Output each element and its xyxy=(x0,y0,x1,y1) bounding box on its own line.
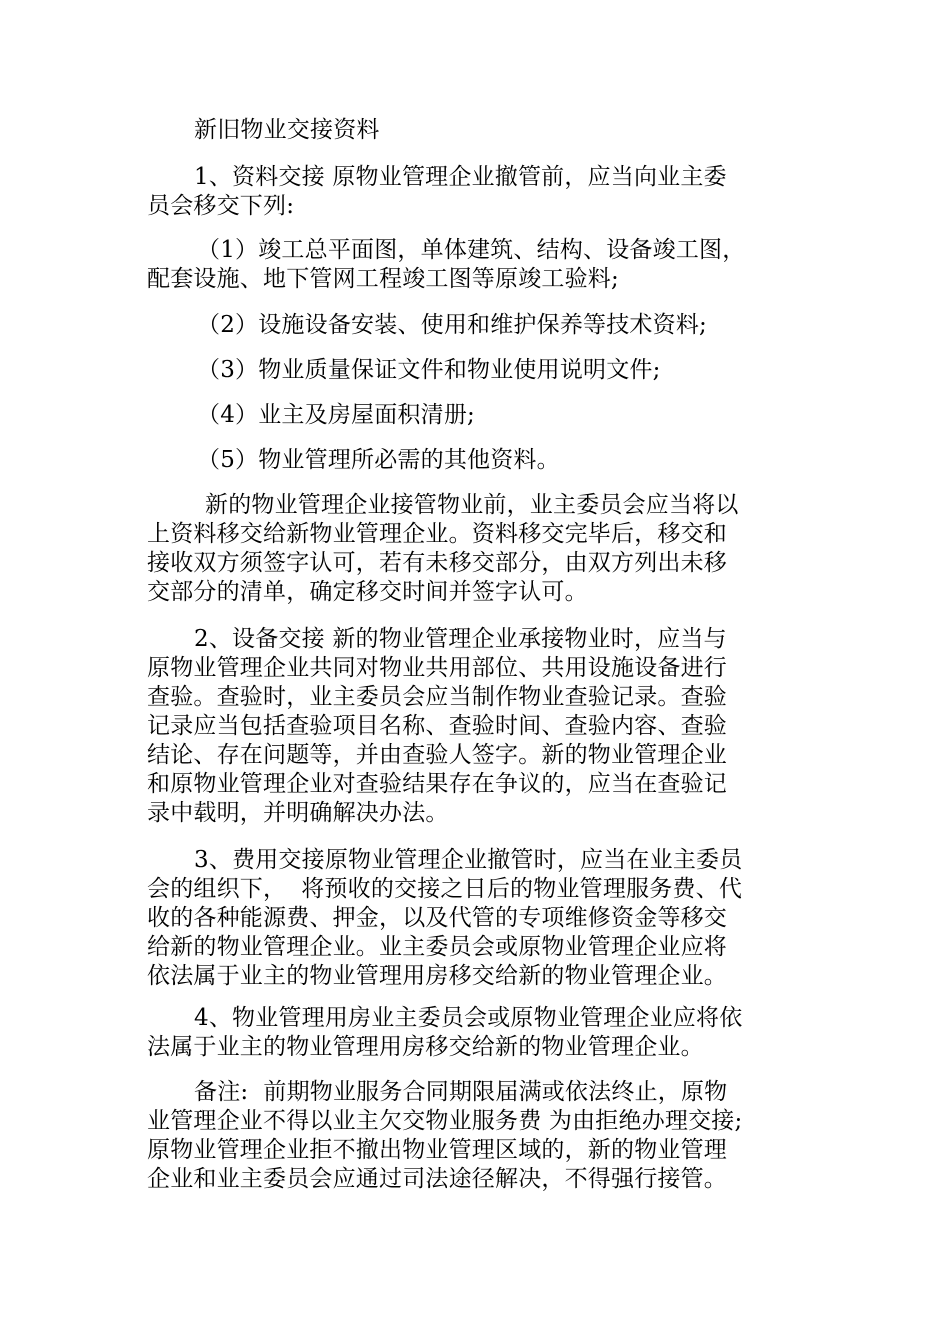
paragraph-premises-handover xyxy=(147,1004,797,1062)
paragraph-line: 会的组织下， 将预收的交接之日后的物业管理服务费、代 xyxy=(147,876,743,902)
paragraph-line: 原物业管理企业共同对物业共用部位、共用设施设备进行 xyxy=(147,655,727,681)
paragraph-line: 2、设备交接 新的物业管理企业承接物业时，应当与 xyxy=(194,626,727,652)
paragraph-line: 企业和业主委员会应通过司法途径解决，不得强行接管。 xyxy=(147,1166,727,1192)
paragraph-line: 交部分的清单，确定移交时间并签字认可。 xyxy=(147,579,588,605)
paragraph-line: 4、物业管理用房业主委员会或原物业管理企业应将依 xyxy=(194,1005,743,1031)
paragraph-line: 备注: 前期物业服务合同期限届满或依法终止，原物 xyxy=(194,1079,728,1105)
list-item-1 xyxy=(147,236,797,294)
paragraph-line: 结论、存在问题等，并由查验人签字。新的物业管理企业 xyxy=(147,742,727,768)
paragraph-line: 原物业管理企业拒不撤出物业管理区域的，新的物业管理 xyxy=(147,1137,727,1163)
paragraph-line: 给新的物业管理企业。业主委员会或原物业管理企业应将 xyxy=(147,934,727,960)
paragraph-remark xyxy=(147,1078,797,1194)
list-item-5 xyxy=(147,446,797,475)
paragraph-line: 记录应当包括查验项目名称、查验时间、查验内容、查验 xyxy=(147,713,727,739)
paragraph-line: 查验。查验时，业主委员会应当制作物业查验记录。查验 xyxy=(147,684,727,710)
document-title xyxy=(147,116,797,145)
paragraph-line: 3、费用交接原物业管理企业撤管时，应当在业主委员 xyxy=(194,847,743,873)
title-text: 新旧物业交接资料 xyxy=(194,117,380,143)
paragraph-new-management xyxy=(147,491,797,607)
list-item-line: （1）竣工总平面图，单体建筑、结构、设备竣工图， xyxy=(197,237,746,263)
paragraph-line: 收的各种能源费、押金，以及代管的专项维修资金等移交 xyxy=(147,905,727,931)
paragraph-line: 上资料移交给新物业管理企业。资料移交完毕后，移交和 xyxy=(147,521,727,547)
paragraph-line: 法属于业主的物业管理用房移交给新的物业管理企业。 xyxy=(147,1034,704,1060)
list-item-line: 配套设施、地下管网工程竣工图等原竣工验料; xyxy=(147,266,619,292)
paragraph-line: 和原物业管理企业对查验结果存在争议的，应当在查验记 xyxy=(147,771,727,797)
paragraph-line: 接收双方须签字认可，若有未移交部分，由双方列出未移 xyxy=(147,550,727,576)
list-item-2 xyxy=(147,311,797,340)
list-item-4 xyxy=(147,401,797,430)
paragraph-line: 录中载明，并明确解决办法。 xyxy=(147,800,449,826)
paragraph-fee-handover xyxy=(147,846,797,991)
paragraph-line: 依法属于业主的物业管理用房移交给新的物业管理企业。 xyxy=(147,963,727,989)
paragraph-line: 新的物业管理企业接管物业前，业主委员会应当将以 xyxy=(205,492,739,518)
list-item-3 xyxy=(147,356,797,385)
list-item-line: （3）物业质量保证文件和物业使用说明文件; xyxy=(197,357,661,383)
list-item-line: （4）业主及房屋面积清册; xyxy=(197,402,475,428)
list-item-line: （5）物业管理所必需的其他资料。 xyxy=(197,447,560,473)
paragraph-equipment-handover xyxy=(147,625,797,828)
list-item-line: （2）设施设备安装、使用和维护保养等技术资料; xyxy=(197,312,707,338)
paragraph-line: 员会移交下列: xyxy=(147,193,295,219)
paragraph-data-handover xyxy=(147,163,797,221)
paragraph-line: 1、资料交接 原物业管理企业撤管前，应当向业主委 xyxy=(194,164,727,190)
paragraph-line: 业管理企业不得以业主欠交物业服务费 为由拒绝办理交接; xyxy=(147,1108,743,1134)
